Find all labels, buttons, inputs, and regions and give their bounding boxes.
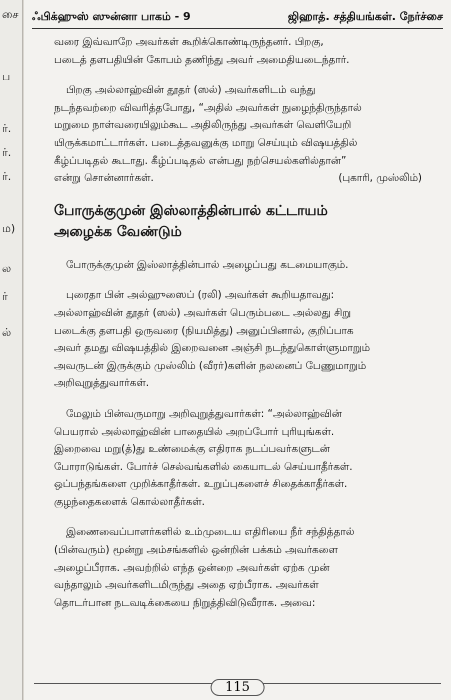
paragraph-1 — [54, 34, 422, 69]
edge-fragment: ம) — [2, 222, 16, 235]
edge-fragment: ர். — [2, 146, 12, 159]
text-line: அழைப்பீராக. அவற்றில் எந்த ஒன்றை அவர்கள் ஏற்க முன் — [54, 561, 330, 574]
edge-fragment: ல — [2, 262, 12, 275]
page-content — [54, 34, 422, 625]
book-page — [24, 0, 451, 700]
text-line: அவருடன் இருக்கும் முஸ்லிம் (வீரர்)களின் நலனைப் பேணுமாறும் — [54, 359, 367, 372]
text-line: பெயரால் அல்லாஹ்வின் பாதையில் அறப்போர் புரியுங்கள். — [54, 425, 335, 438]
paragraph-2 — [54, 82, 422, 188]
edge-fragment: ர். — [2, 170, 12, 183]
text-line: போருக்குமுன் இஸ்லாத்தின்பால் அழைப்பது கடமையாகும். — [66, 258, 349, 271]
edge-fragment: சை — [2, 8, 19, 21]
edge-fragment: ல் — [2, 326, 12, 339]
text-line: புரைதா பின் அல்ஹுஸைப் (ரலி) அவர்கள் கூறியதாவது: — [66, 289, 335, 302]
text-line: அறிவுறுத்துவார்கள். — [54, 377, 150, 390]
text-line: மேலும் பின்வருமாறு அறிவுறுத்துவார்கள்: “அல்லாஹ்வின் — [66, 407, 342, 420]
text-line: மறுமை நாள்வரையிலும்கூட அதிலிருந்து அவர்கள் வெளியேறி — [54, 119, 352, 132]
text-line: ஒப்பந்தங்களை முறிக்காதீர்கள். உறுப்புகளைச் சிதைக்காதீர்கள். — [54, 478, 348, 491]
citation: (புகாரி, முஸ்லிம்) — [338, 172, 422, 185]
text-line: அல்லாஹ்வின் தூதர் (ஸல்) அவர்கள் பெரும்படை அல்லது சிறு — [54, 306, 351, 319]
text-line: வரை இவ்வாறே அவர்கள் கூறிக்கொண்டிருந்தனர். பிறகு, — [54, 36, 324, 48]
heading-line: அழைக்க வேண்டும் — [54, 223, 182, 240]
edge-fragment: ப — [2, 70, 11, 83]
page-number: 115 — [210, 679, 265, 696]
text-line: இணைவைப்பாளர்களில் உம்முடைய எதிரியை நீர் சந்தித்தால் — [66, 526, 355, 539]
running-header — [32, 6, 443, 29]
text-line: போராடுங்கள். போர்ச் செல்வங்களில் கையாடல் செய்யாதீர்கள். — [54, 460, 353, 473]
text-line: நடந்தவற்றை விவரித்தபோது, “அதில் அவர்கள் நுழைந்திருந்தால் — [54, 101, 362, 114]
header-right: ஜிஹாத். சத்தியங்கள். நேர்ச்சை — [287, 9, 443, 23]
paragraph-6 — [54, 524, 422, 612]
paragraph-5 — [54, 406, 422, 512]
text-line: அவர் தமது விஷயத்தில் இறைவனை அஞ்சி நடந்துகொள்ளுமாறும் — [54, 342, 370, 355]
text-line: யிருக்கமாட்டார்கள். படைத்தவனுக்கு மாறு செய்யும் விஷயத்தில் — [54, 136, 358, 149]
heading-line: போருக்குமுன் இஸ்லாத்தின்பால் கட்டாயம் — [54, 202, 328, 219]
header-left: ஃபிக்ஹுஸ் ஸுன்னா பாகம் - 9 — [32, 9, 191, 23]
paragraph-4 — [54, 287, 422, 393]
text-line: குழந்தைகளைக் கொல்லாதீர்கள். — [54, 495, 205, 508]
paragraph-3 — [54, 257, 422, 275]
text-line: படைக்கு தளபதி ஒருவரை (நியமித்து) அனுப்பினால், குறிப்பாக — [54, 324, 354, 337]
text-line: (பின்வரும்) மூன்று அம்சங்களில் ஒன்றின் பக்கம் அவர்களை — [54, 544, 338, 557]
text-line: பிறகு அல்லாஹ்வின் தூதர் (ஸல்) அவர்களிடம் வந்து — [66, 84, 316, 97]
edge-fragment: ர் — [2, 290, 8, 303]
text-line — [54, 170, 422, 188]
text-line: இறைவை மறு(த்)து உண்மைக்கு எதிராக நடப்பவர்களுடன் — [54, 443, 330, 456]
text-line: வந்தாலும் அவர்களிடமிருந்து அதை ஏற்பீராக. அவர்கள் — [54, 579, 319, 592]
text-line-part: என்று சொன்னார்கள். — [54, 172, 154, 185]
edge-fragment: ர். — [2, 122, 12, 135]
text-line: படைத் தளபதியின் கோபம் தணிந்து அவர் அமைதியடைந்தார். — [54, 53, 350, 66]
text-line: தொடர்பான நடவடிக்கையை நிறுத்திவிடுவீராக. அவை: — [54, 596, 316, 609]
section-heading — [54, 201, 422, 243]
text-line: கீழ்ப்படிதல் கூடாது. கீழ்ப்படிதல் என்பது நற்செயல்களில்தான்” — [54, 154, 347, 167]
previous-page-edge — [0, 0, 23, 700]
